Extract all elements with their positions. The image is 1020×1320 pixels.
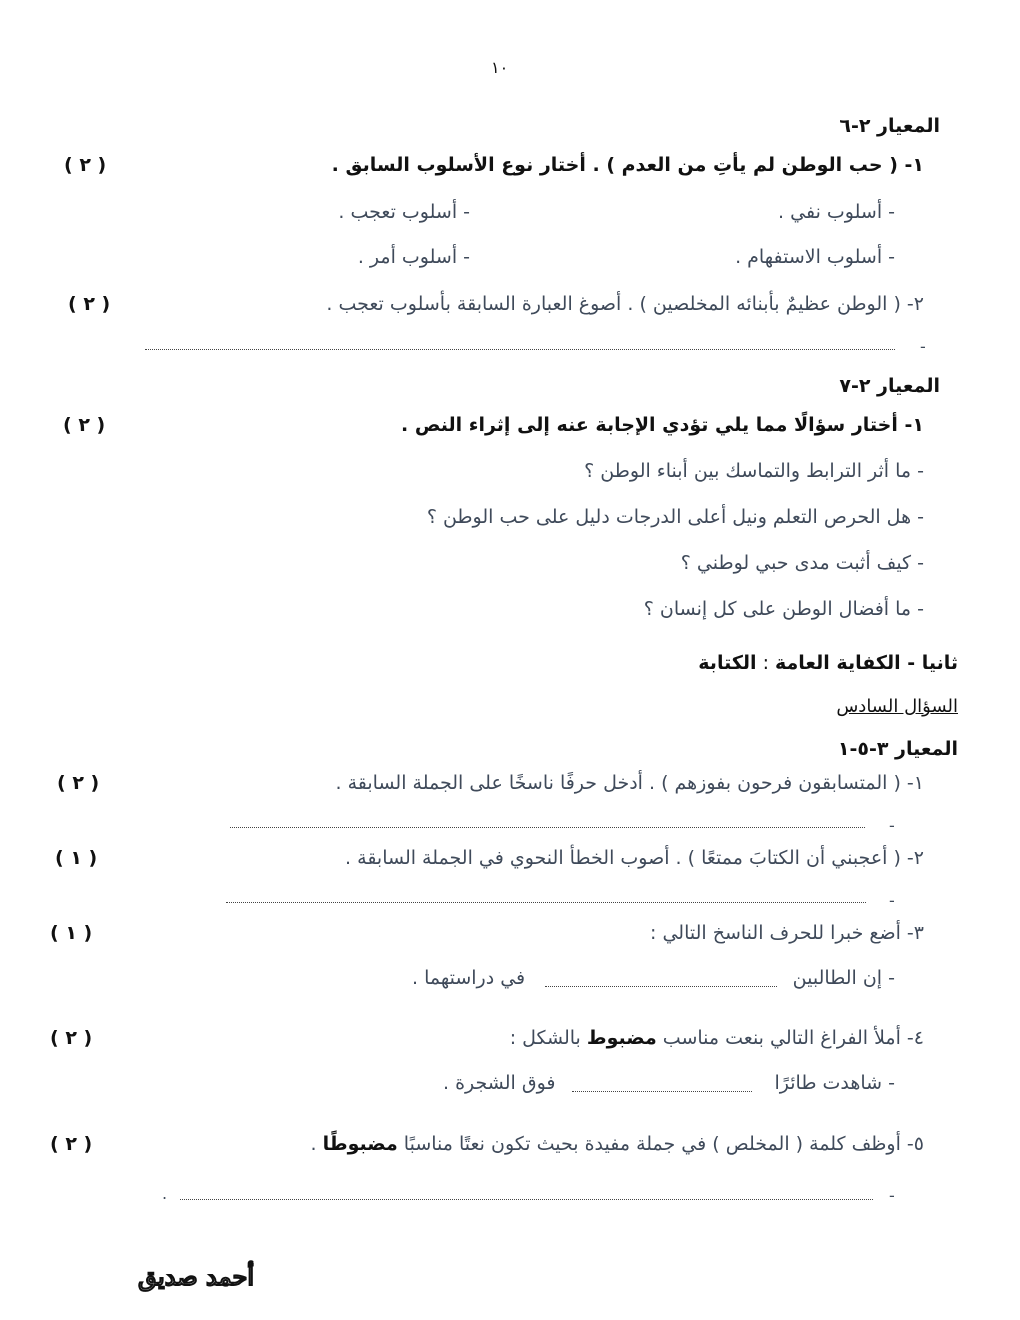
writing-heading bbox=[698, 652, 958, 674]
w-q2-answer-line[interactable] bbox=[226, 902, 866, 903]
w-q3-mark: ( ١ ) bbox=[50, 922, 93, 944]
w-q5-answer-line[interactable] bbox=[180, 1199, 873, 1200]
writing-heading-sub: الكتابة bbox=[698, 652, 757, 674]
writing-heading-colon: : bbox=[756, 652, 776, 674]
s2-q1-mark: ( ٢ ) bbox=[63, 414, 106, 436]
w-q4-fill-start: - شاهدت طائرًا bbox=[774, 1072, 895, 1094]
s1-q2-mark: ( ٢ ) bbox=[68, 293, 111, 315]
s1-question-1: ١- ( حب الوطن لم يأتِ من العدم ) . أختار نوع الأسلوب السابق . bbox=[331, 154, 924, 176]
w-question-2: ٢- ( أعجبني أن الكتابَ ممتعًا ) . أصوب الخطأ النحوي في الجملة السابقة . bbox=[345, 847, 924, 869]
page-number: ١٠ bbox=[491, 58, 509, 77]
s1-option-negation: - أسلوب نفي . bbox=[778, 201, 895, 223]
s1-option-exclamation: - أسلوب تعجب . bbox=[338, 201, 470, 223]
s1-option-imperative: - أسلوب أمر . bbox=[357, 246, 470, 268]
w-question-5 bbox=[310, 1133, 924, 1155]
w-q4-text-before: ٤- أملأ الفراغ التالي بنعت مناسب bbox=[656, 1027, 924, 1049]
w-q5-mark: ( ٢ ) bbox=[50, 1133, 93, 1155]
w-q5-line-end: . bbox=[162, 1184, 168, 1203]
w-q4-fill-end: فوق الشجرة . bbox=[443, 1072, 556, 1094]
s2-question-1: ١- أختار سؤالًا مما يلي تؤدي الإجابة عنه إلى إثراء النص . bbox=[400, 414, 924, 436]
w-q4-text-after: بالشكل : bbox=[509, 1027, 587, 1049]
w-q5-text-after: . bbox=[310, 1133, 323, 1155]
w-q5-line-dash: - bbox=[889, 1186, 895, 1205]
w-question-1: ١- ( المتسابقون فرحون بفوزهم ) . أدخل حرفًا ناسخًا على الجملة السابقة . bbox=[335, 772, 924, 794]
criterion-2-7: المعيار ٢-٧ bbox=[839, 375, 940, 397]
w-q2-mark: ( ١ ) bbox=[55, 847, 98, 869]
s2-option-2: - هل الحرص التعلم ونيل أعلى الدرجات دليل على حب الوطن ؟ bbox=[426, 506, 924, 528]
w-q5-bold-word: مضبوطًا bbox=[322, 1133, 398, 1155]
author-signature: أحمد صديق bbox=[138, 1262, 255, 1291]
w-q3-fill-end: في دراستهما . bbox=[412, 967, 526, 989]
w-q4-bold-word: مضبوط bbox=[586, 1027, 657, 1049]
w-q4-mark: ( ٢ ) bbox=[50, 1027, 93, 1049]
w-q3-blank[interactable] bbox=[545, 986, 777, 987]
s2-option-1: - ما أثر الترابط والتماسك بين أبناء الوطن ؟ bbox=[584, 460, 924, 482]
s1-option-interrogative: - أسلوب الاستفهام . bbox=[735, 246, 895, 268]
s1-q1-mark: ( ٢ ) bbox=[64, 154, 107, 176]
w-q2-line-dash: - bbox=[889, 891, 895, 910]
s1-q2-answer-line[interactable] bbox=[145, 349, 895, 350]
w-q1-line-dash: - bbox=[889, 816, 895, 835]
s2-option-4: - ما أفضال الوطن على كل إنسان ؟ bbox=[643, 598, 924, 620]
s2-option-3: - كيف أثبت مدى حبي لوطني ؟ bbox=[680, 552, 924, 574]
w-q5-text-before: ٥- أوظف كلمة ( المخلص ) في جملة مفيدة بحيث تكون نعتًا مناسبًا bbox=[397, 1133, 924, 1155]
w-question-3: ٣- أضع خبرا للحرف الناسخ التالي : bbox=[650, 922, 924, 944]
s1-q2-line-dash: - bbox=[920, 337, 926, 356]
criterion-2-6: المعيار ٢-٦ bbox=[839, 115, 940, 137]
s1-question-2: ٢- ( الوطن عظيمٌ بأبنائه المخلصين ) . أصوغ العبارة السابقة بأسلوب تعجب . bbox=[326, 293, 924, 315]
w-q1-answer-line[interactable] bbox=[230, 827, 865, 828]
criterion-3-5-1: المعيار ٣-٥-١ bbox=[837, 738, 958, 760]
w-question-4 bbox=[510, 1027, 924, 1049]
writing-heading-main: ثانيا - الكفاية العامة bbox=[775, 652, 958, 674]
w-q1-mark: ( ٢ ) bbox=[57, 772, 100, 794]
question-six-title: السؤال السادس bbox=[836, 696, 958, 717]
w-q3-fill-start: - إن الطالبين bbox=[792, 967, 895, 989]
w-q4-blank[interactable] bbox=[572, 1091, 752, 1092]
